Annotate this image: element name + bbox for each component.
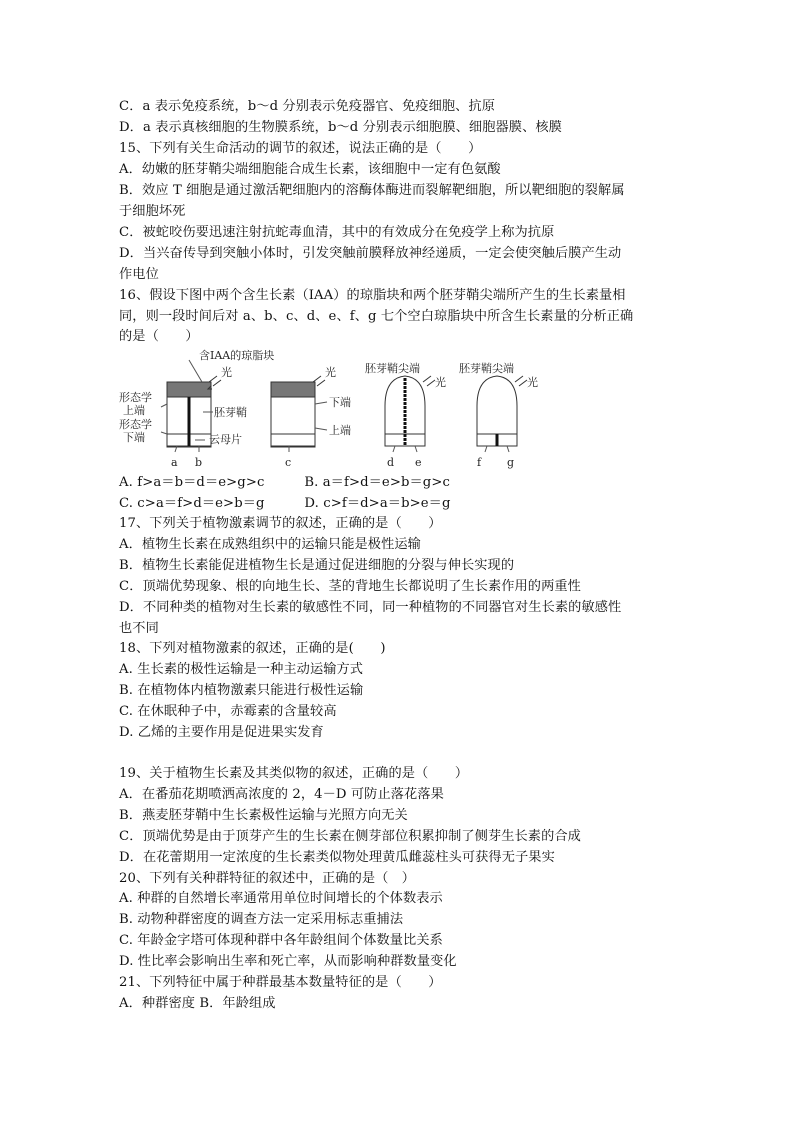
text-line: B. 在植物体内植物激素只能进行极性运输 [119,683,364,698]
question-16: 16、假设下图中两个含生长素（IAA）的琼脂块和两个胚芽鞘尖端所产生的生长素量相 [119,288,626,303]
label-d: d [387,456,395,469]
label-upper-end: 上端 [329,424,351,437]
text-line: A．植物生长素在成熟组织中的运输只能是极性运输 [119,537,421,552]
label-a: a [171,456,178,469]
question-18: 18、下列对植物激素的叙述，正确的是( ) [119,641,386,656]
question-19: 19、关于植物生长素及其类似物的叙述，正确的是（ ） [119,766,469,781]
setup-3 [385,376,435,452]
text-line: D. 乙烯的主要作用是促进果实发育 [119,725,324,740]
text-line: D．当兴奋传导到突触小体时，引发突触前膜释放神经递质，一定会使突触后膜产生动 [119,246,622,261]
label-morph-lower-1: 形态学 [119,418,152,431]
label-c: c [285,456,292,469]
text-line: D．a 表示真核细胞的生物膜系统，b～d 分别表示细胞膜、细胞器膜、核膜 [119,120,562,135]
label-tip-1: 胚芽鞘尖端 [365,362,420,375]
label-light: 光 [325,366,336,379]
text-line: C. 在休眠种子中，赤霉素的含量较高 [119,704,337,719]
question-17: 17、下列关于植物激素调节的叙述，正确的是（ ） [119,516,442,531]
text-line: C．顶端优势是由于顶芽产生的生长素在侧芽部位积累抑制了侧芽生长素的合成 [119,829,581,844]
label-lower-end: 下端 [329,396,351,409]
label-g: g [507,456,515,469]
setup-4 [477,376,527,452]
text-line: 的是（ ） [119,329,199,344]
text-line: 同，则一段时间后对 a、b、c、d、e、f、g 七个空白琼脂块中所含生长素量的分析正确 [119,309,634,324]
text-line: A．种群密度 B．年龄组成 [119,996,276,1011]
label-light: 光 [221,366,232,379]
text-line: 也不同 [119,621,159,636]
label-agar-iaa: 含IAA的琼脂块 [199,349,275,362]
text-line: A. 种群的自然增长率通常用单位时间增长的个体数表示 [119,891,443,906]
text-line: C．a 表示免疫系统，b～d 分别表示免疫器官、免疫细胞、抗原 [119,99,496,114]
setup-2 [271,376,327,452]
text-line: B．燕麦胚芽鞘中生长素极性运输与光照方向无关 [119,808,408,823]
text-line: 作电位 [119,267,159,282]
coleoptile-diagram [117,346,557,471]
text-line: D．不同种类的植物对生长素的敏感性不同，同一种植物的不同器官对生长素的敏感性 [119,600,622,615]
text-line: B. 动物种群密度的调查方法一定采用标志重捕法 [119,912,404,927]
text-line: A．在番茄花期喷洒高浓度的 2，4－D 可防止落花落果 [119,787,444,802]
question-21: 21、下列特征中属于种群最基本数量特征的是（ ） [119,975,442,990]
text-line: A．幼嫩的胚芽鞘尖端细胞能合成生长素，该细胞中一定有色氨酸 [119,162,501,177]
text-line: B．效应 T 细胞是通过激活靶细胞内的溶酶体酶进而裂解靶细胞，所以靶细胞的裂解属 [119,183,625,198]
answer-options-16: A. f>a＝b＝d＝e>g>c B. a＝f>d＝e>b＝g>c [119,475,450,490]
text-line: D. 性比率会影响出生率和死亡率，从而影响种群数量变化 [119,954,457,969]
label-mica: 云母片 [209,433,242,446]
text-line: C. 年龄金字塔可体现种群中各年龄组间个体数量比关系 [119,933,443,948]
question-15: 15、下列有关生命活动的调节的叙述，说法正确的是（ ） [119,141,482,156]
text-line: 于细胞坏死 [119,204,186,219]
label-tip-2: 胚芽鞘尖端 [459,362,514,375]
text-line: C．顶端优势现象、根的向地生长、茎的背地生长都说明了生长素作用的两重性 [119,579,581,594]
answer-options-16: C. c>a＝f>d＝e>b＝g D. c>f＝d>a＝b>e＝g [119,496,451,511]
label-e: e [415,456,422,469]
question-20: 20、下列有关种群特征的叙述中，正确的是（ ） [119,871,416,886]
label-light: 光 [435,376,446,389]
text-line: A. 生长素的极性运输是一种主动运输方式 [119,662,364,677]
label-morph-lower-2: 下端 [123,431,145,444]
label-b: b [195,456,203,469]
label-morph-upper-2: 上端 [123,404,145,417]
label-coleoptile: 胚芽鞘 [214,406,247,419]
label-f: f [477,456,482,469]
text-line: D．在花蕾期用一定浓度的生长素类似物处理黄瓜雌蕊柱头可获得无子果实 [119,850,555,865]
label-light: 光 [527,376,538,389]
label-morph-upper-1: 形态学 [119,391,152,404]
text-line: C．被蛇咬伤要迅速注射抗蛇毒血清，其中的有效成分在免疫学上称为抗原 [119,225,555,240]
text-line: B．植物生长素能促进植物生长是通过促进细胞的分裂与伸长实现的 [119,558,515,573]
